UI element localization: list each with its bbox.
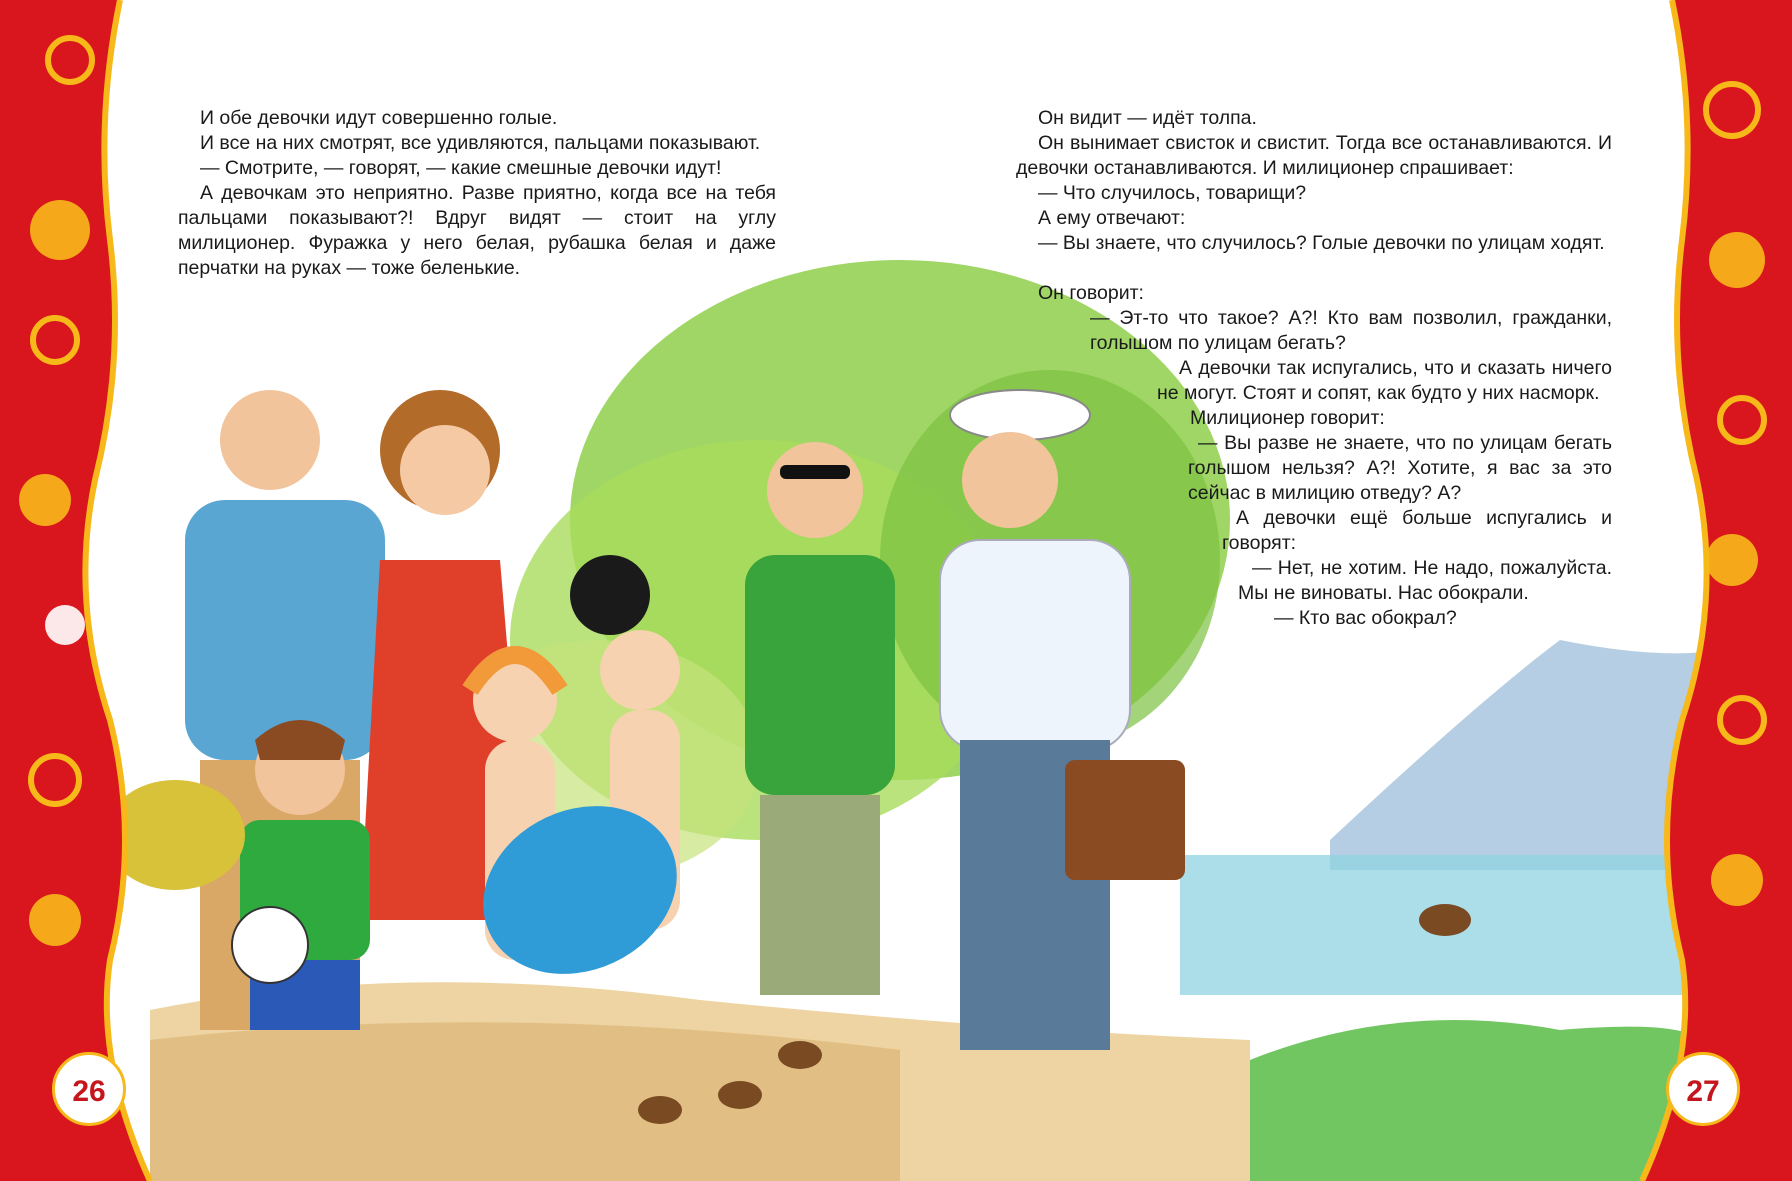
- paragraph: Он говорит:: [1038, 282, 1144, 304]
- paragraph: И все на них смотрят, все удивляются, пальцами показывают.: [200, 132, 761, 154]
- right-ornamental-border: [1632, 0, 1792, 1181]
- paragraph: Милиционер говорит:: [1190, 407, 1385, 429]
- paragraph: — Нет, не хотим. Не надо, пожалуйста. Мы не виноваты. Нас обокрали.: [1238, 557, 1612, 604]
- paragraph: А девочки ещё больше испугались и говорят:: [1222, 507, 1612, 554]
- left-page-number: 26: [52, 1052, 126, 1126]
- paragraph: — Кто вас обокрал?: [1274, 607, 1457, 629]
- left-page-text: [178, 106, 776, 281]
- left-ornamental-border: [0, 0, 160, 1181]
- paragraph: — Вы разве не знаете, что по улицам бегать голышом нельзя? А?! Хотите, я вас за это сейчас в милицию отведу? А?: [1188, 432, 1612, 504]
- right-page-number: 27: [1666, 1052, 1740, 1126]
- paragraph: — Что случилось, товарищи?: [1038, 182, 1307, 204]
- paragraph: Он вынимает свисток и свистит. Тогда все останавливаются. И девочки останавливаются. И милиционер спрашивает:: [1016, 132, 1612, 179]
- paragraph: Он видит — идёт толпа.: [1038, 107, 1257, 129]
- paragraph: А девочки так испугались, что и сказать ничего не могут. Стоят и сопят, как будто у них насморк.: [1157, 357, 1612, 404]
- paragraph: И обе девочки идут совершенно голые.: [200, 107, 558, 129]
- paragraph: А ему отвечают:: [1038, 207, 1186, 229]
- paragraph: — Эт-то что такое? А?! Кто вам позволил, гражданки, голышом по улицам бегать?: [1090, 307, 1612, 354]
- paragraph: — Смотрите, — говорят, — какие смешные девочки идут!: [200, 157, 722, 179]
- paragraph: — Вы знаете, что случилось? Голые девочки по улицам ходят.: [1038, 232, 1605, 254]
- paragraph: А девочкам это неприятно. Разве приятно, когда все на тебя пальцами показывают?! Вдруг видят — стоит на углу милиционер. Фуражка у него белая, рубашка белая и даже перчатки на руках — тоже беленькие.: [178, 182, 776, 279]
